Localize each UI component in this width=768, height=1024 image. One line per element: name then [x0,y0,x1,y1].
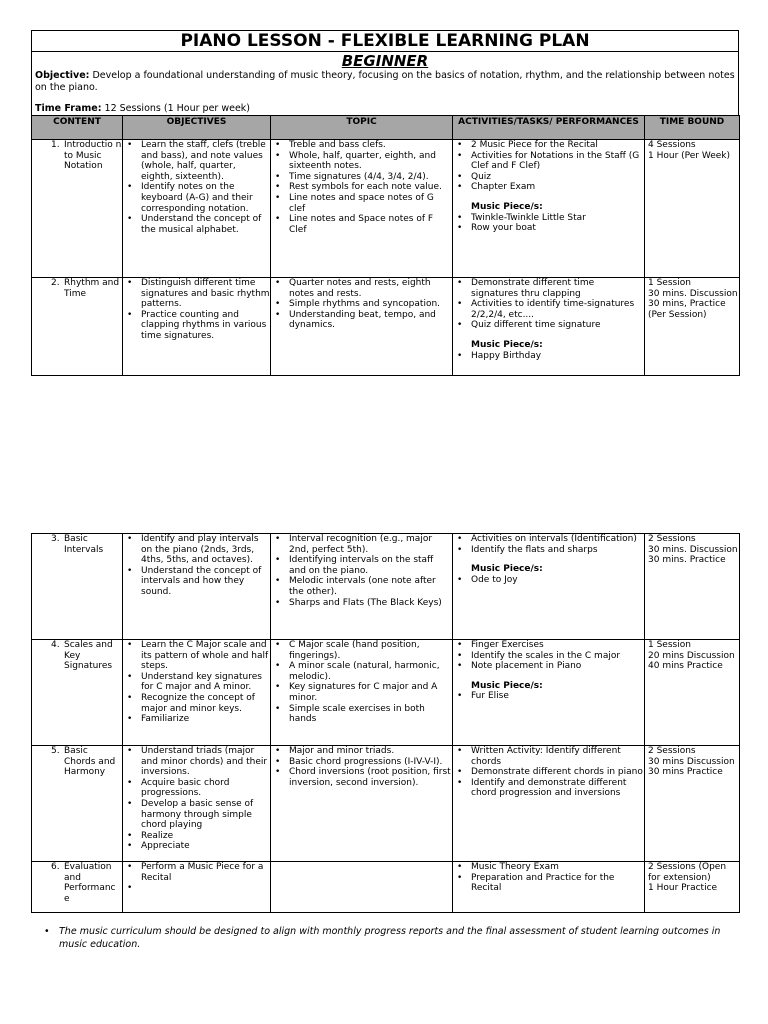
activities-list [454,746,644,799]
list-item: • Interval recognition (e.g., major 2nd, perfect 5th). [289,534,452,555]
timeframe-text: 12 Sessions (1 Hour per week) [104,103,251,114]
content-cell [32,640,123,746]
list-item: • Simple scale exercises in both hands [289,704,452,725]
topic-cell [271,746,453,862]
music-pieces-label: Music Piece/s: [471,680,543,691]
lesson-table-part-2 [31,533,740,913]
list-item [141,883,270,894]
time-frame [32,103,738,115]
activities-cell [453,140,645,278]
topics-list [272,140,452,235]
objectives-list [124,862,270,894]
activities-cell [453,640,645,746]
topic-cell [271,862,453,913]
list-item: • Activities for Notations in the Staff (G Clef and F Clef) [471,151,644,172]
list-item: • Major and minor triads. [289,746,452,757]
list-item: • Quiz different time signature [471,320,644,331]
list-item: • Ode to Joy [471,575,644,586]
header-content: CONTENT [32,116,123,140]
table-row [32,746,740,862]
activities-list [454,862,644,894]
activities-cell [453,746,645,862]
objectives-list [124,640,270,725]
music-pieces-label: Music Piece/s: [471,201,543,212]
time-bound-cell: 2 Sessions (Open for extension) 1 Hour Practice [645,862,740,913]
list-item: • Finger Exercises [471,640,644,651]
list-item: • Practice counting and clapping rhythms in various time signatures. [141,310,270,342]
music-pieces-label: Music Piece/s: [471,564,543,575]
list-item: • Understand the concept of the musical alphabet. [141,214,270,235]
row-number: 4. [51,640,60,650]
activities-list [454,278,644,331]
list-item: • Happy Birthday [471,351,644,362]
topic-cell [271,140,453,278]
list-item: • C Major scale (hand position, fingerings). [289,640,452,661]
list-item: • Understand the concept of intervals and how they sound. [141,566,270,598]
objectives-list [124,140,270,235]
list-item: • Chord inversions (root position, first inversion, second inversion). [289,767,452,788]
list-item: • 2 Music Piece for the Recital [471,140,644,151]
list-item: • Activities to identify time-signatures 2/2,2/4, etc.... [471,299,644,320]
header-time-bound: TIME BOUND [645,116,740,140]
topic-cell [271,534,453,640]
content-title: Rhythm and Time [64,278,120,299]
lesson-table-part-1 [31,115,740,376]
table-row [32,140,740,278]
list-item: • Written Activity: Identify different chords [471,746,644,767]
objectives-list [124,746,270,852]
content-cell [32,534,123,640]
list-item: • Distinguish different time signatures and basic rhythm patterns. [141,278,270,310]
list-item: • Understanding beat, tempo, and dynamics. [289,310,452,331]
list-item: • Note placement in Piano [471,661,644,672]
activities-list [454,534,644,555]
content-title: Basic Intervals [64,534,104,555]
list-item: • Simple rhythms and syncopation. [289,299,452,310]
list-item: • Understand key signatures for C major and A minor. [141,672,270,693]
content-cell [32,140,123,278]
topic-cell [271,278,453,376]
objectives-cell [123,640,271,746]
list-item: • Perform a Music Piece for a Recital [141,862,270,883]
content-title: Basic Chords and Harmony [64,746,116,778]
list-item: • Demonstrate different time signatures thru clapping [471,278,644,299]
list-item: • Chapter Exam [471,182,644,193]
row-number: 3. [51,534,60,544]
objectives-cell [123,140,271,278]
list-item: • Identifying intervals on the staff and on the piano. [289,555,452,576]
time-bound-cell: 2 Sessions 30 mins. Discussion 30 mins. Practice [645,534,740,640]
list-item: • Whole, half, quarter, eighth, and sixteenth notes. [289,151,452,172]
objective-text: Develop a foundational understanding of music theory, focusing on the basics of notation, rhythm, and the relationship between notes on the piano. [35,70,735,93]
list-item: • Line notes and space notes of G clef [289,193,452,214]
list-item: • Identify and play intervals on the piano (2nds, 3rds, 4ths, 5ths, and octaves). [141,534,270,566]
list-item: • Twinkle-Twinkle Little Star [471,213,644,224]
table-header-row [32,116,740,140]
time-bound-cell: 4 Sessions 1 Hour (Per Week) [645,140,740,278]
objectives-list [124,534,270,598]
time-bound-cell: 1 Session 20 mins Discussion 40 mins Practice [645,640,740,746]
list-item: • Learn the staff, clefs (treble and bass), and note values (whole, half, quarter, eighth, sixteenth). [141,140,270,182]
list-item: • Identify and demonstrate different chord progression and inversions [471,778,644,799]
list-item: • Melodic intervals (one note after the other). [289,576,452,597]
objectives-cell [123,746,271,862]
activities-cell [453,534,645,640]
activities-list [454,140,644,193]
footnote: • The music curriculum should be designed to align with monthly progress reports and the final assessment of student learning outcomes in music education. [44,925,744,951]
list-item: • Treble and bass clefs. [289,140,452,151]
list-item: • Quarter notes and rests, eighth notes and rests. [289,278,452,299]
objectives-cell [123,862,271,913]
list-item: • Row your boat [471,223,644,234]
list-item: • Activities on intervals (Identification) [471,534,644,545]
document-title: PIANO LESSON - FLEXIBLE LEARNING PLAN [31,30,739,51]
objectives-cell [123,278,271,376]
list-item: • Quiz [471,172,644,183]
content-title: Introductio n to Music Notation [64,140,122,172]
music-pieces-list [454,213,644,234]
list-item: • Learn the C Major scale and its pattern of whole and half steps. [141,640,270,672]
level-heading: BEGINNER [341,52,429,70]
table-row [32,640,740,746]
music-pieces-list [454,575,644,586]
list-item: • Realize [141,831,270,842]
content-title: Scales and Key Signatures [64,640,113,672]
content-cell [32,862,123,913]
list-item: • Key signatures for C major and A minor. [289,682,452,703]
topics-list [272,278,452,331]
time-bound-cell: 1 Session 30 mins. Discussion 30 mins, Practice (Per Session) [645,278,740,376]
topics-list [272,640,452,725]
topic-cell [271,640,453,746]
row-number: 5. [51,746,60,756]
row-number: 1. [51,140,60,150]
list-item: • Appreciate [141,841,270,852]
topics-list [272,534,452,608]
list-item: • Recognize the concept of major and minor keys. [141,693,270,714]
list-item: • Music Theory Exam [471,862,644,873]
content-cell [32,278,123,376]
list-item: • Preparation and Practice for the Recital [471,873,644,894]
table-row [32,278,740,376]
list-item: • Identify the flats and sharps [471,545,644,556]
footnote-text: The music curriculum should be designed to align with monthly progress reports and the final assessment of student learning outcomes in music education. [59,926,721,950]
objective-label: Objective: [35,70,90,81]
list-item: • Familiarize [141,714,270,725]
header-objectives: OBJECTIVES [123,116,271,140]
list-item: • Identify the scales in the C major [471,651,644,662]
list-item: • Identify notes on the keyboard (A-G) and their corresponding notation. [141,182,270,214]
activities-cell [453,862,645,913]
header-topic: TOPIC [271,116,453,140]
list-item: • Time signatures (4/4, 3/4, 2/4). [289,172,452,183]
list-item: • Sharps and Flats (The Black Keys) [289,598,452,609]
list-item: • Demonstrate different chords in piano [471,767,644,778]
list-item: • Rest symbols for each note value. [289,182,452,193]
table-row [32,862,740,913]
header-activities: ACTIVITIES/TASKS/ PERFORMANCES [453,116,645,140]
plan-header [31,51,739,116]
objectives-list [124,278,270,342]
music-pieces-list [454,691,644,702]
content-cell [32,746,123,862]
time-bound-cell: 2 Sessions 30 mins Discussion 30 mins Practice [645,746,740,862]
list-item: • Develop a basic sense of harmony through simple chord playing [141,799,270,831]
row-number: 2. [51,278,60,288]
music-pieces-list [454,351,644,362]
timeframe-label: Time Frame: [35,103,102,114]
table-row [32,534,740,640]
list-item: • Acquire basic chord progressions. [141,778,270,799]
objectives-cell [123,534,271,640]
list-item: • A minor scale (natural, harmonic, melodic). [289,661,452,682]
list-item: • Fur Elise [471,691,644,702]
content-title: Evaluation and Performanc e [64,862,116,904]
topics-list [272,746,452,788]
list-item: • Understand triads (major and minor chords) and their inversions. [141,746,270,778]
music-pieces-label: Music Piece/s: [471,339,543,350]
list-item: • Basic chord progressions (I-IV-V-I). [289,757,452,768]
activities-cell [453,278,645,376]
activities-list [454,640,644,672]
objective [32,70,738,94]
row-number: 6. [51,862,60,872]
list-item: • Line notes and Space notes of F Clef [289,214,452,235]
